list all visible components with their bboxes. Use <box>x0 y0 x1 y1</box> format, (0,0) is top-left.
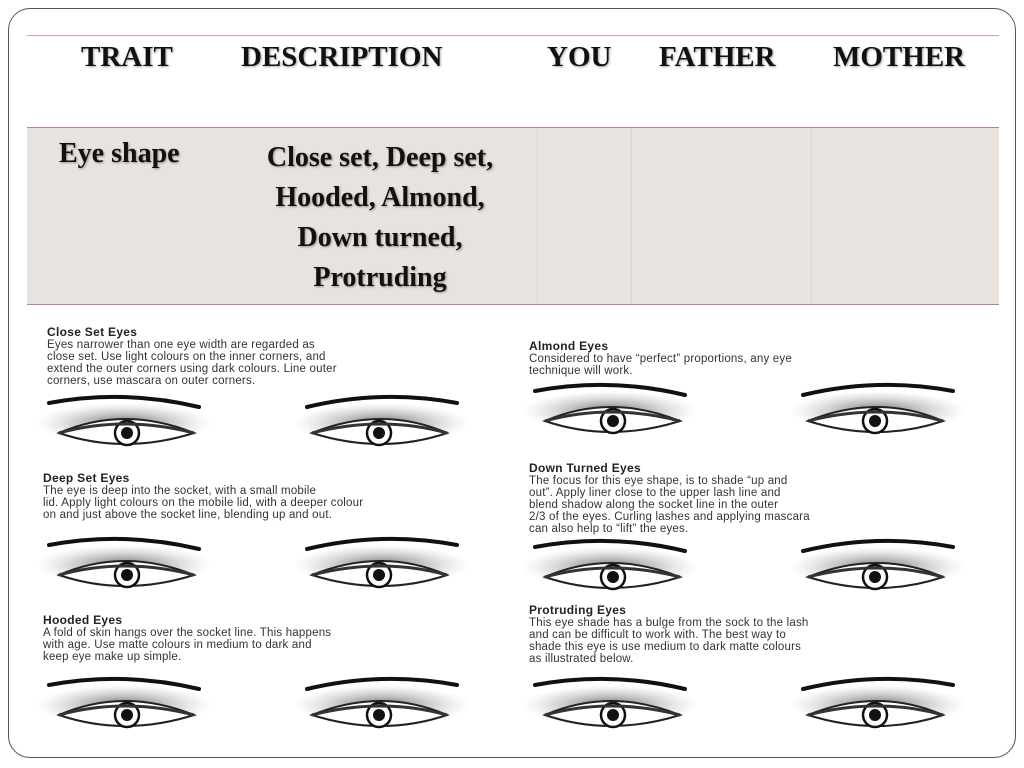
guide-line: This eye shade has a bulge from the sock to the lash <box>529 617 809 629</box>
description-line: Close set, Deep set, <box>266 142 494 173</box>
guide-title: Down Turned Eyes <box>529 461 641 475</box>
guide-title: Protruding Eyes <box>529 603 627 617</box>
guide-line: technique will work. <box>529 365 633 377</box>
father-cell[interactable] <box>641 138 801 288</box>
eye-drawing <box>29 675 219 739</box>
guide-title: Deep Set Eyes <box>43 471 130 485</box>
description-line: Protruding <box>313 262 447 293</box>
eye-drawing <box>783 381 973 445</box>
you-cell[interactable] <box>547 138 627 288</box>
guide-line: with age. Use matte colours in medium to dark and <box>43 639 312 651</box>
eye-drawing <box>287 393 477 457</box>
guide-line: The eye is deep into the socket, with a small mobile <box>43 485 317 497</box>
eye-drawing <box>287 675 477 739</box>
guide-line: The focus for this eye shape, is to shade “up and <box>529 475 788 487</box>
table-row-eye-shape <box>27 127 999 305</box>
guide-title: Almond Eyes <box>529 339 609 353</box>
guide-line: lid. Apply light colours on the mobile lid, with a deeper colour <box>43 497 364 509</box>
eye-drawing <box>783 537 973 601</box>
slide-frame <box>8 8 1016 758</box>
guide-deep-set <box>43 471 523 521</box>
mother-cell[interactable] <box>821 138 991 288</box>
guide-almond <box>529 339 989 377</box>
guide-line: Eyes narrower than one eye width are regarded as <box>47 339 315 351</box>
guide-line: close set. Use light colours on the inner corners, and <box>47 351 326 363</box>
guide-line: Considered to have “perfect” proportions, any eye <box>529 353 792 365</box>
guide-title: Close Set Eyes <box>47 325 138 339</box>
header-you: YOU <box>547 41 612 73</box>
column-divider <box>631 128 632 304</box>
guide-line: A fold of skin hangs over the socket line. This happens <box>43 627 332 639</box>
column-divider <box>537 128 538 304</box>
guide-line: blend shadow along the socket line in the outer <box>529 499 779 511</box>
guide-line: as illustrated below. <box>529 653 634 665</box>
header-rule <box>27 35 999 36</box>
header-trait: TRAIT <box>81 41 173 73</box>
header-description: DESCRIPTION <box>241 41 443 73</box>
guide-line: 2/3 of the eyes. Curling lashes and applying mascara <box>529 511 810 523</box>
guide-title: Hooded Eyes <box>43 613 123 627</box>
trait-cell: Eye shape <box>59 138 180 169</box>
guide-line: corners, use mascara on outer corners. <box>47 375 256 387</box>
guide-line: can also help to “lift” the eyes. <box>529 523 689 535</box>
eye-drawing <box>29 535 219 599</box>
eye-drawing <box>515 381 705 445</box>
eye-drawing <box>287 535 477 599</box>
eye-drawing <box>783 675 973 739</box>
guide-down-turned <box>529 461 989 535</box>
eye-drawing <box>515 537 705 601</box>
column-divider <box>811 128 812 304</box>
eye-drawing <box>515 675 705 739</box>
guide-line: extend the outer corners using dark colours. Line outer <box>47 363 337 375</box>
guide-close-set <box>47 325 517 387</box>
guide-line: keep eye make up simple. <box>43 651 182 663</box>
guide-protruding <box>529 603 989 665</box>
header-mother: MOTHER <box>833 41 966 73</box>
eye-drawing <box>29 393 219 457</box>
description-line: Hooded, Almond, <box>275 182 485 213</box>
guide-line: shade this eye is use medium to dark matte colours <box>529 641 802 653</box>
description-line: Down turned, <box>297 222 463 253</box>
guide-line: out”. Apply liner close to the upper lash line and <box>529 487 781 499</box>
guide-hooded <box>43 613 513 663</box>
guide-line: and can be difficult to work with. The best way to <box>529 629 786 641</box>
guide-line: on and just above the socket line, blending up and out. <box>43 509 333 521</box>
header-father: FATHER <box>659 41 776 73</box>
description-cell <box>237 138 523 298</box>
